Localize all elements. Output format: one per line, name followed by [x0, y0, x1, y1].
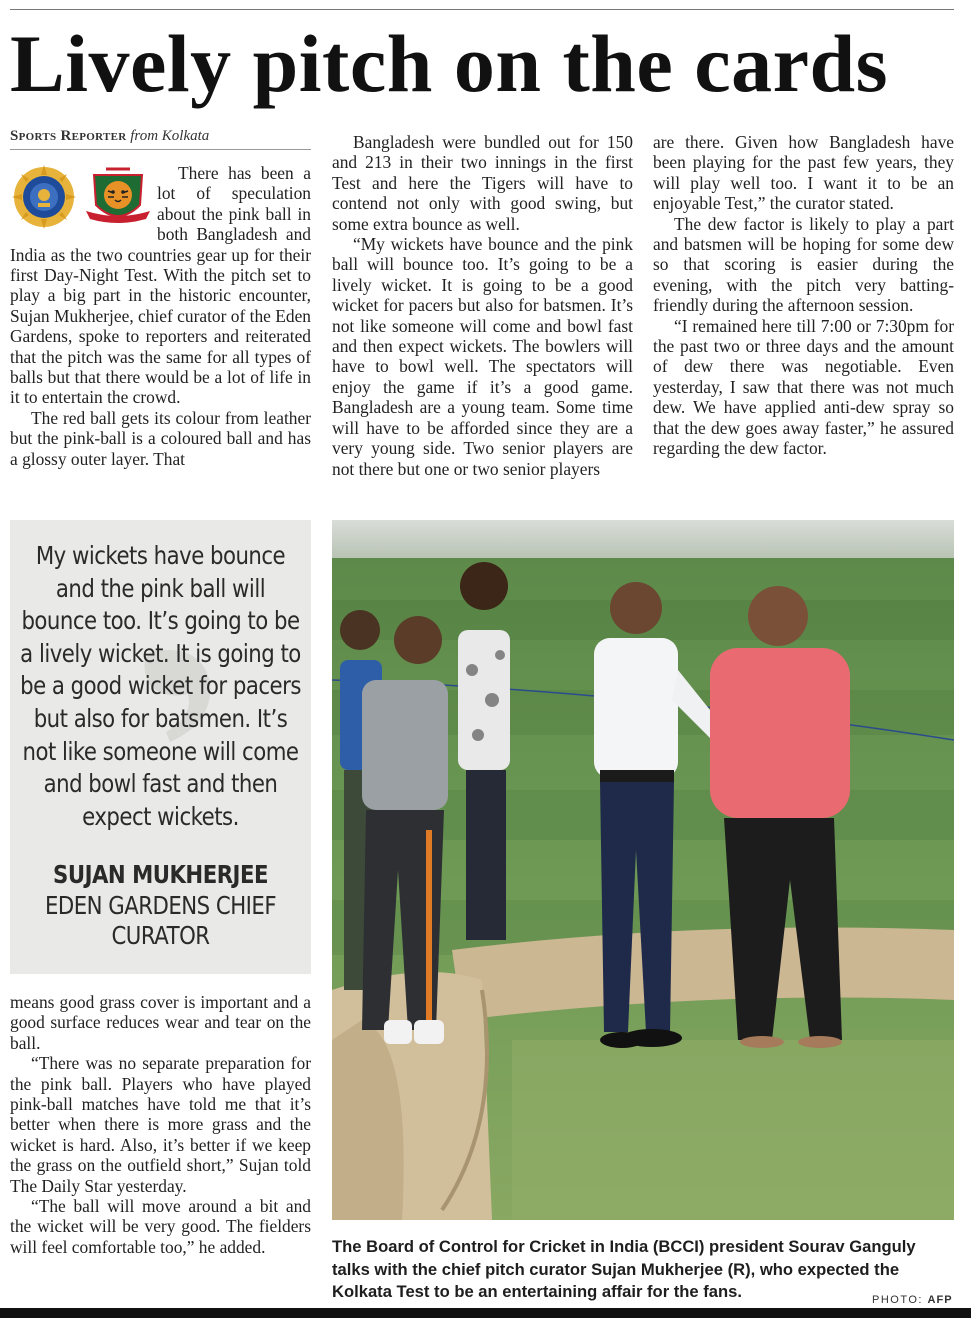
- col4-paragraph-1: means good grass cover is important and a good surface reduces wear and tear on the ball.: [10, 992, 311, 1053]
- pull-quote-name: SUJAN MUKHERJEE: [53, 860, 268, 889]
- pull-quote-line: and the pink ball will: [55, 573, 266, 603]
- pull-quote-line: but also for batsmen. It’s: [33, 703, 288, 733]
- pull-quote: [10, 520, 311, 974]
- col2-paragraph-1: Bangladesh were bundled out for 150 and 213 in their two innings in the first Test and here the Tigers will have to contend not only with good swing, but some extra bounce as well.: [332, 132, 633, 234]
- pull-quote-text: [10, 540, 310, 833]
- article-column-2: [332, 132, 633, 479]
- byline-reporter: Sports Reporter: [10, 128, 127, 144]
- bcb-tiger-crest-icon: [84, 161, 152, 229]
- article-photo: [332, 520, 954, 1220]
- pull-quote-line: My wickets have bounce: [35, 541, 286, 570]
- pull-quote-line: bounce too. It’s going to be: [21, 606, 300, 636]
- pull-quote-line: and bowl fast and then: [43, 769, 278, 799]
- col4-paragraph-2: “There was no separate preparation for the pink ball. Players who have played pink-ball matches have told me that it’s better when there is more grass and the wicket is hard. Also, it’s better if we keep the grass on the outfield short,” Sujan told The Daily Star yesterday.: [10, 1053, 311, 1196]
- pull-quote-title-line: CURATOR: [111, 921, 210, 950]
- col1-paragraph-2: The red ball gets its colour from leather but the pink-ball is a coloured ball and has a glossy outer layer. That: [10, 407, 311, 469]
- col3-paragraph-3: “I remained here till 7:00 or 7:30pm for the past two or three days and the amount of dew there was negotiable. Even yesterday, I saw that there was not much dew. We have applied anti-dew spray so that the dew goes away faster,” he assured regarding the dew factor.: [653, 315, 954, 459]
- headline: Lively pitch on the cards: [10, 18, 889, 109]
- photo-credit-source: AFP: [927, 1294, 953, 1306]
- col2-paragraph-2: “My wickets have bounce and the pink ball will bounce too. It’s going to be a lively wicket. It is going to be a good wicket for pacers but also for batsmen. It’s not like someone will come and bowl fast and then expect wickets. The bowlers will have to bowl well. The spectators will enjoy the game if it’s a good game. Bangladesh are a young team. Some time will have to be afforded since they are a very young side. Two senior players are not there but one or two senior players: [332, 234, 633, 479]
- photo-credit: [872, 1294, 953, 1306]
- photo-caption: The Board of Control for Cricket in India (BCCI) president Sourav Ganguly talks with the chief pitch curator Sujan Mukherjee (R), who expected the Kolkata Test to be an entertaining affair for the fans.: [332, 1237, 916, 1301]
- cricket-pitch-photo-illustration: [332, 520, 954, 1220]
- photo-credit-label: PHOTO:: [872, 1294, 923, 1306]
- pull-quote-attribution: [10, 860, 310, 952]
- byline-location: from Kolkata: [130, 128, 210, 144]
- bcci-crest-icon: [12, 165, 76, 229]
- pull-quote-line: be a good wicket for pacers: [20, 671, 301, 701]
- col3-paragraph-2: The dew factor is likely to play a part and batsmen will be hoping for some dew so that scoring is easier during the evening, with the pitch very batting-friendly during the afternoon session.: [653, 213, 954, 316]
- col4-paragraph-3: “The ball will move around a bit and the wicket will be very good. The fielders will feel comfortable too,” he added.: [10, 1196, 311, 1257]
- pull-quote-title-line: EDEN GARDENS CHIEF: [44, 890, 277, 920]
- article-column-3: [653, 132, 954, 459]
- logos: [10, 163, 157, 243]
- article-column-4: [10, 992, 311, 1257]
- col1-paragraph-1: There has been a lot of speculation about the pink ball in both Bangladesh and India as the two countries gear up for their first Day-Night Test. With the pitch set to play a big part in the historic encounter, Sujan Mukherjee, chief curator of the Eden Gardens, spoke to reporters and reiterated that the pitch was the same for all types of balls but that there would be a lot of life in it to entertain the crowd.: [10, 163, 311, 408]
- pull-quote-line: expect wickets.: [82, 801, 239, 831]
- byline: [10, 126, 311, 150]
- article-column-1: [10, 163, 311, 469]
- col3-paragraph-1: are there. Given how Bangladesh have been playing for the past few years, they will play well too. I want it to be an enjoyable Test,” the curator stated.: [653, 132, 954, 214]
- pull-quote-line: not like someone will come: [22, 736, 299, 766]
- pull-quote-line: a lively wicket. It is going to: [20, 638, 301, 668]
- top-rule: [10, 9, 954, 10]
- bottom-bar: [0, 1308, 971, 1318]
